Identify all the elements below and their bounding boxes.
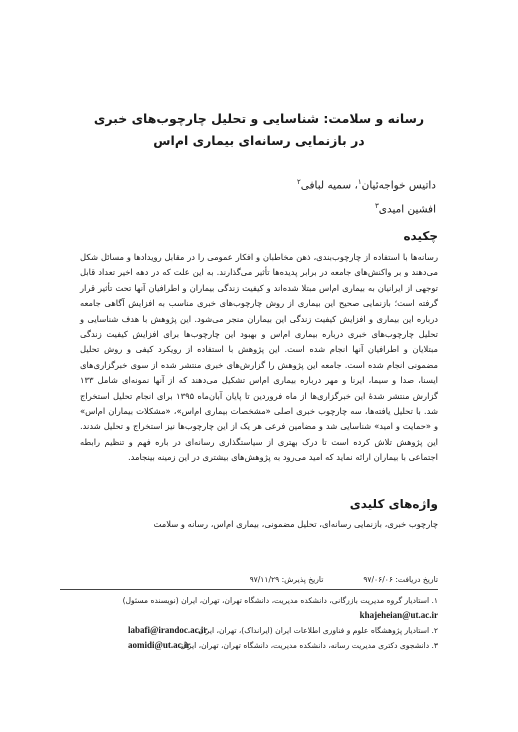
footnote-1-email-row <box>60 608 438 623</box>
footnote-2 <box>60 623 438 638</box>
footnotes <box>60 572 438 653</box>
footnote-1 <box>60 593 438 608</box>
footnote-3 <box>60 638 438 653</box>
abstract-body: رسانه‌ها با استفاده از چارچوب‌بندی، ذهن مخاطبان و افکار عمومی را در مقابل رویدادها و مسائل شکل می‌دهند و بر واکنش‌های جامعه در برابر پدیده‌ها تأثیر می‌گذارند. به این علت که در دهه اخیر تعداد قابل توجهی از ایرانیان به بیماری ام‌اس مبتلا شده‌اند و کیفیت زندگی بیماران و اطرافیان آنها تحت تأثیر قرار گرفته است؛ بازنمایی صحیح این بیماری از روش چارچوب‌های خبری مناسب به افزایش آگاهی جامعه درباره این بیماری و افزایش کیفیت زندگی این بیماران منجر می‌شود. این پژوهش با هدف شناسایی و تحلیل چارچوب‌های خبری درباره بیماری ام‌اس و بهبود این چارچوب‌ها برای افزایش کیفیت زندگی مبتلایان و اطرافیان آنها انجام شده است. این پژوهش با استفاده از رویکرد کیفی و روش تحلیل مضمونی انجام شده است. جامعه این پژوهش را گزارش‌های خبری منتشر شده از سوی خبرگزاری‌های ایسنا، صدا و سیما، ایرنا و مهر درباره بیماری ام‌اس تشکیل می‌دهند که از آنها نمونه‌ای شامل ۱۳۳ گزارش منتشر شدهٔ این خبرگزاری‌ها از ماه فروردین تا پایان آبان‌ماه ۱۳۹۵ برای انجام تحلیل استخراج شد. با تحلیل یافته‌ها، سه چارچوب خبری اصلی «مشخصات بیماری ام‌اس»، «مشکلات بیماران ام‌اس» و «حمایت و امید» شناسایی شد و مضامین فرعی هر یک از این چارچوب‌ها نیز استخراج و تحلیل شدند. این پژوهش تلاش کرده است تا درک بهتری از سیاستگذاری رسانه‌ای در باره فهم و تنظیم رابطه اجتماعی با بیماران ارائه نماید که امید می‌رود به پژوهش‌های بیشتری در این زمینه بینجامد. <box>80 252 439 463</box>
title-line-2: در بازنمایی رسانه‌ای بیماری ام‌اس <box>153 133 365 148</box>
keywords-text: چارچوب خبری، بازنمایی رسانه‌ای، تحلیل مضمونی، بیماری ام‌اس، رسانه و سلامت <box>153 519 438 529</box>
received-date: تاریخ دریافت: ۹۷/۰۶/۰۶ <box>363 575 438 584</box>
author-affil-1: ۱ <box>357 178 362 186</box>
footnote-1-email[interactable]: khajeheian@ut.ac.ir <box>359 610 438 620</box>
date-row <box>60 572 438 587</box>
abstract-heading: چکیده <box>403 229 438 243</box>
author-name-1: داتیس خواجه‌ئیان <box>361 179 436 192</box>
author-affil-3: ۳ <box>374 201 379 210</box>
title-line-1: رسانه و سلامت: شناسایی و تحلیل چارچوب‌های خبری <box>93 111 425 126</box>
keywords-heading: واژه‌های کلیدی <box>349 497 438 511</box>
footnote-2-text: ۲. استادیار پژوهشگاه علوم و فناوری اطلاعات ایران (ایرانداک)، تهران، ایران <box>197 626 438 635</box>
author-list <box>236 172 436 219</box>
footnote-divider <box>60 589 438 590</box>
author-line-1 <box>236 172 436 196</box>
footnote-3-email[interactable]: aomidi@ut.ac.ir <box>128 640 191 650</box>
footnote-1-text: ۱. استادیار گروه مدیریت بازرگانی، دانشکده مدیریت، دانشگاه تهران، تهران، ایران (نویسنده مسئول) <box>122 596 438 605</box>
author-affil-2: ۲ <box>297 178 301 186</box>
footnote-3-text: ۳. دانشجوی دکتری مدیریت رسانه، دانشکده مدیریت، دانشگاه تهران، تهران، ایران <box>180 641 438 650</box>
paper-title <box>40 108 478 152</box>
accepted-date: تاریخ پذیرش: ۹۷/۱۱/۲۹ <box>249 575 324 584</box>
author-name-3: افشین امیدی <box>378 203 436 215</box>
footnote-2-email[interactable]: labafi@irandoc.ac.ir <box>128 625 208 635</box>
author-line-2 <box>236 196 436 220</box>
author-name-2: ، سمیه لبافی <box>300 179 358 192</box>
